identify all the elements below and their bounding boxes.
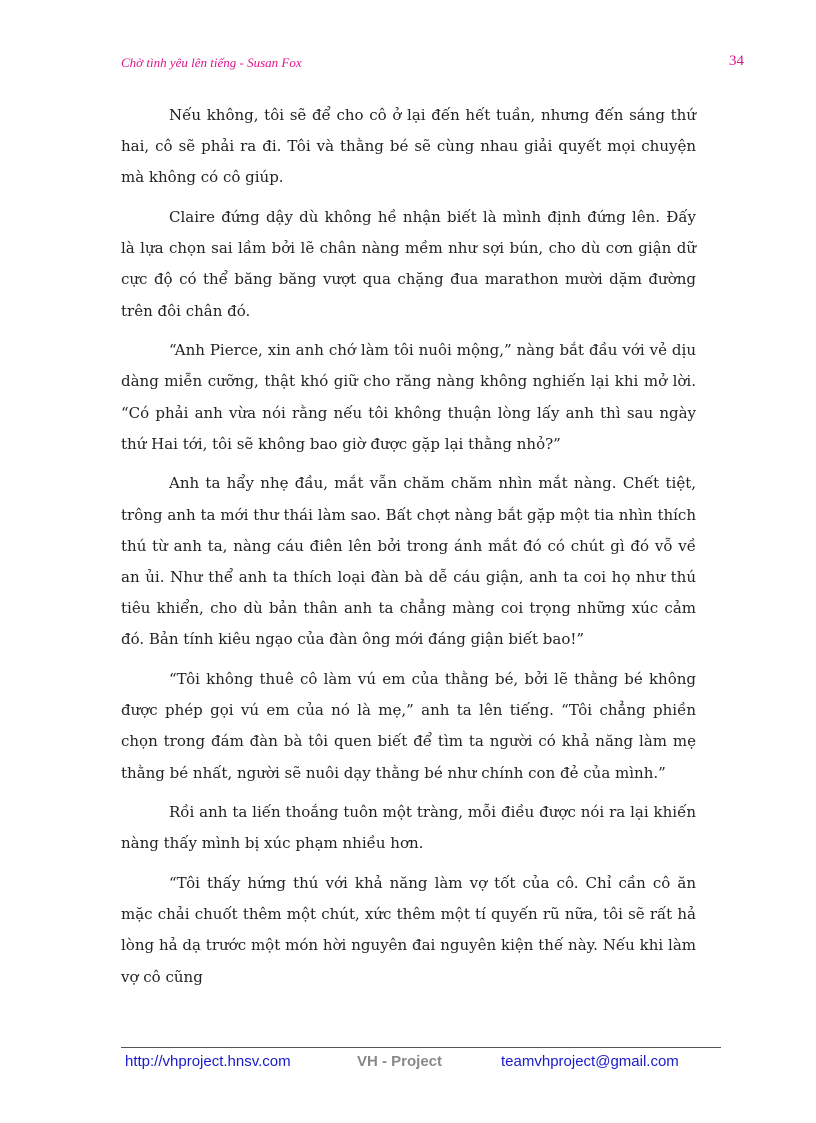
page-number: 34 [729,53,744,69]
paragraph: “Anh Pierce, xin anh chớ làm tôi nuôi mộng,” nàng bắt đầu với vẻ dịu dàng miễn cưỡng, thật khó giữ cho răng nàng không nghiến lại khi mở lời. “Có phải anh vừa nói rằng nếu tôi không thuận lòng lấy anh thì sau ngày thứ Hai tới, tôi sẽ không bao giờ được gặp lại thằng nhỏ?” [121,341,696,453]
paragraph: “Tôi thấy hứng thú với khả năng làm vợ tốt của cô. Chỉ cần cô ăn mặc chải chuốt thêm một chút, xức thêm một tí quyến rũ nữa, tôi sẽ rất hả lòng hả dạ trước một món hời nguyên đai nguyên kiện thế này. Nếu khi làm vợ cô cũng [121,874,696,986]
paragraph: “Tôi không thuê cô làm vú em của thằng bé, bởi lẽ thằng bé không được phép gọi vú em của nó là mẹ,” anh ta lên tiếng. “Tôi chẳng phiền chọn trong đám đàn bà tôi quen biết để tìm ta người có khả năng làm mẹ thằng bé nhất, người sẽ nuôi dạy thằng bé như chính con đẻ của mình.” [121,670,696,782]
paragraph: Nếu không, tôi sẽ để cho cô ở lại đến hết tuần, nhưng đến sáng thứ hai, cô sẽ phải ra đi. Tôi và thằng bé sẽ cùng nhau giải quyết mọi chuyện mà không có cô giúp. [121,106,696,187]
footer-website-link[interactable]: http://vhproject.hnsv.com [125,1053,291,1070]
paragraph: Claire đứng dậy dù không hề nhận biết là mình định đứng lên. Đấy là lựa chọn sai lầm bởi lẽ chân nàng mềm như sợi bún, cho dù cơn giận dữ cực độ có thể băng băng vượt qua chặng đua marathon mười dặm đường trên đôi chân đó. [121,208,696,320]
footer-email-link[interactable]: teamvhproject@gmail.com [501,1053,679,1070]
footer-brand: VH - Project [357,1053,443,1070]
paragraph: Rồi anh ta liến thoắng tuôn một tràng, mỗi điều được nói ra lại khiến nàng thấy mình bị xúc phạm nhiều hơn. [121,803,696,853]
body-text [121,100,696,1001]
running-header-title: Chờ tình yêu lên tiếng - Susan Fox [121,55,302,70]
paragraph: Anh ta hẩy nhẹ đầu, mắt vẫn chăm chăm nhìn mắt nàng. Chết tiệt, trông anh ta mới thư thái làm sao. Bất chợt nàng bắt gặp một tia nhìn thích thú từ anh ta, nàng cáu điên lên bởi trong ánh mắt đó có chút gì đó vỗ về an ủi. Như thể anh ta thích loại đàn bà dễ cáu giận, anh ta coi họ như thú tiêu khiển, cho dù bản thân anh ta chẳng màng coi trọng những xúc cảm đó. Bản tính kiêu ngạo của đàn ông mới đáng giận biết bao!” [121,474,696,649]
footer-divider [121,1047,721,1048]
